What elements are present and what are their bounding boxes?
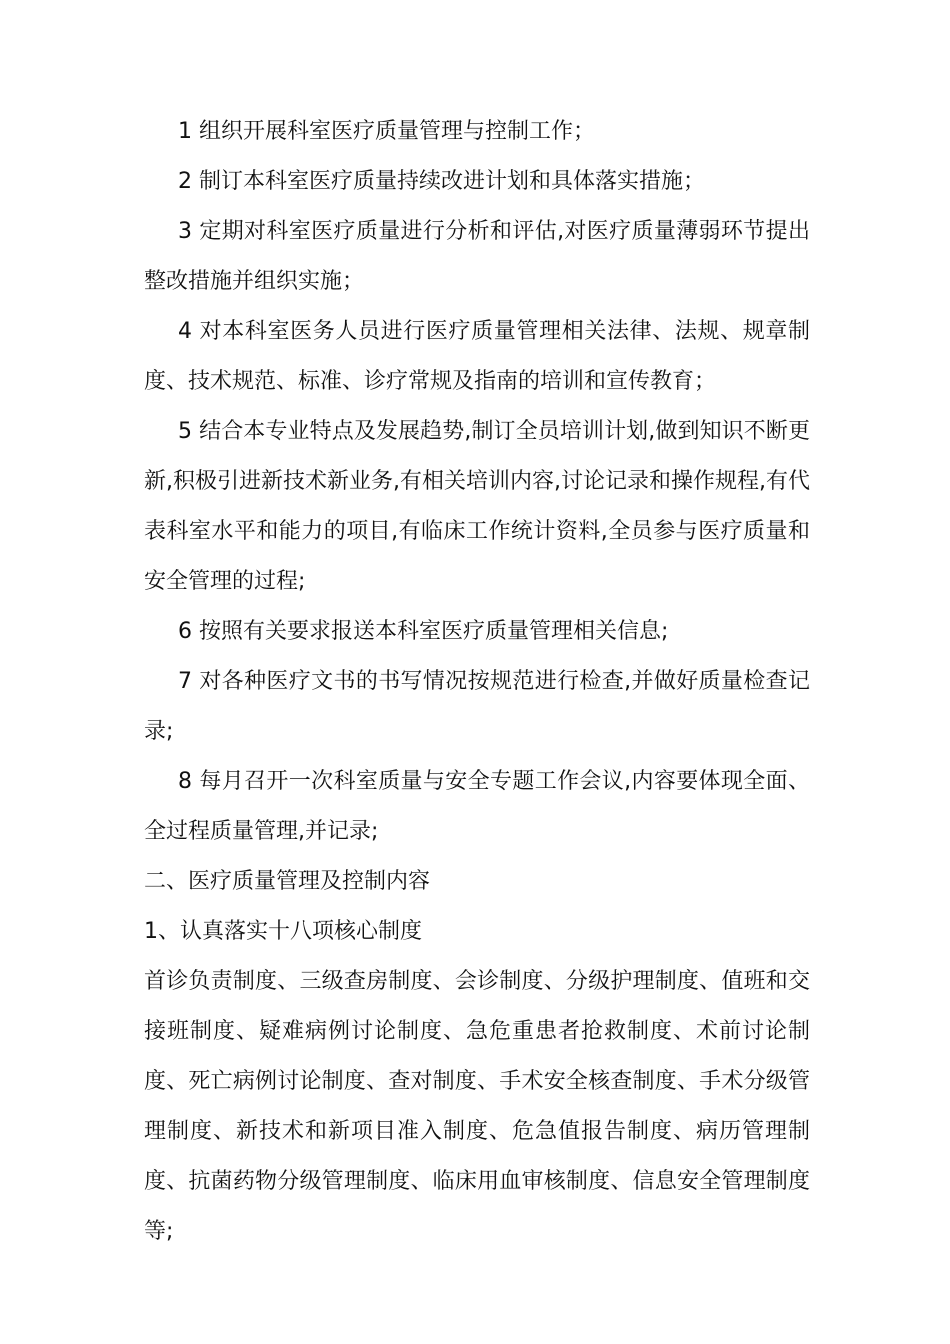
- document-body: [144, 107, 810, 1257]
- list-item-1: 1 组织开展科室医疗质量管理与控制工作；: [178, 119, 595, 144]
- subsection-heading: 1、认真落实十八项核心制度: [144, 919, 422, 944]
- list-item-3: 3 定期对科室医疗质量进行分析和评估,对医疗质量薄弱环节提出整改措施并组织实施；: [144, 219, 810, 294]
- core-systems-paragraph: 首诊负责制度、三级查房制度、会诊制度、分级护理制度、值班和交接班制度、疑难病例讨论制度、急危重患者抢救制度、术前讨论制度、死亡病例讨论制度、查对制度、手术安全核查制度、手术分级管理制度、新技术和新项目准入制度、危急值报告制度、病历管理制度、抗菌药物分级管理制度、临床用血审核制度、信息安全管理制度等;: [144, 969, 810, 1244]
- list-item-6: 6 按照有关要求报送本科室医疗质量管理相关信息;: [178, 619, 669, 644]
- list-item-4: 4 对本科室医务人员进行医疗质量管理相关法律、法规、规章制度、技术规范、标准、诊疗常规及指南的培训和宣传教育；: [144, 319, 810, 394]
- list-item-7: 7 对各种医疗文书的书写情况按规范进行检查,并做好质量检查记录;: [144, 669, 810, 744]
- list-item-8: 8 每月召开一次科室质量与安全专题工作会议,内容要体现全面、全过程质量管理,并记录;: [144, 769, 810, 844]
- list-item-5: 5 结合本专业特点及发展趋势,制订全员培训计划,做到知识不断更新,积极引进新技术新业务,有相关培训内容,讨论记录和操作规程,有代表科室水平和能力的项目,有临床工作统计资料,全员参与医疗质量和安全管理的过程;: [144, 419, 810, 594]
- list-item-2: 2 制订本科室医疗质量持续改进计划和具体落实措施；: [178, 169, 705, 194]
- section-heading: 二、医疗质量管理及控制内容: [144, 869, 431, 894]
